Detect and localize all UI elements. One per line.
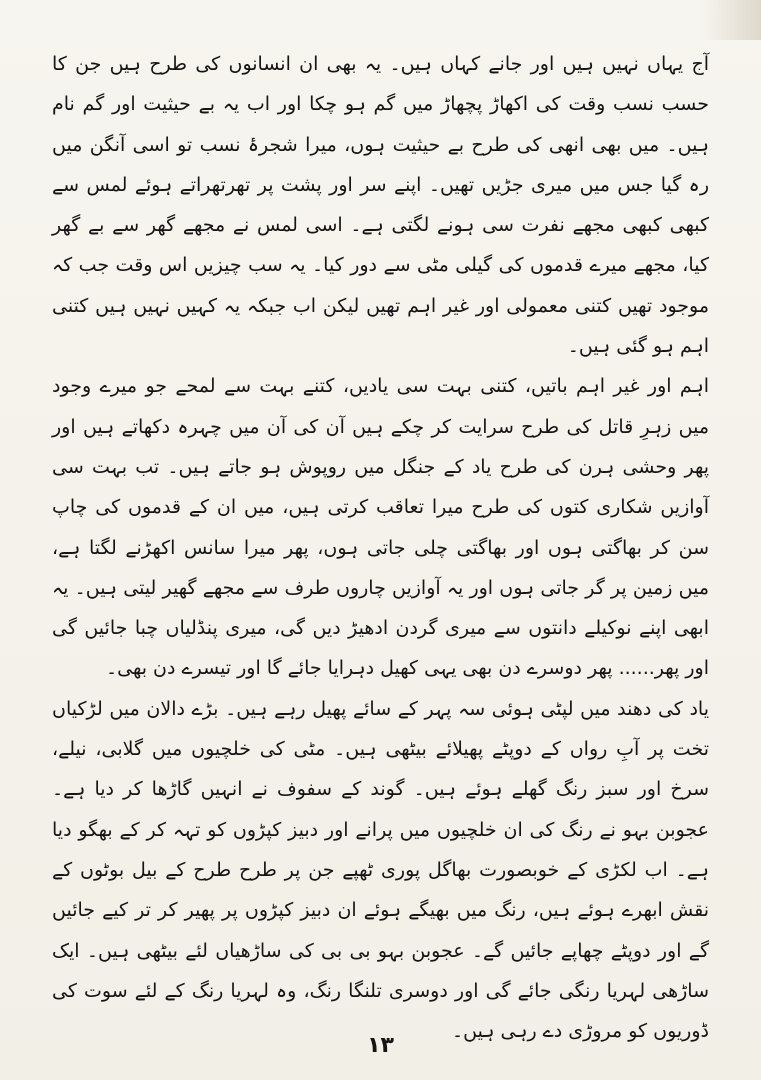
paragraph-3: یاد کی دھند میں لپٹی ہوئی سہ پہر کے سائے پھیل رہے ہیں۔ بڑے دالان میں لڑکیاں تخت پر آبِ رواں کے دوپٹے پھیلائے بیٹھی ہیں۔ مٹی کی خلچیوں میں گلابی، نیلے، سرخ اور سبز رنگ گھلے ہوئے ہیں۔ گوند کے سفوف نے انہیں گاڑھا کر دیا ہے۔ عجوبن بہو نے رنگ کی ان خلچیوں میں پرانے اور دبیز کپڑوں کو تہہ کر کے بھگو دیا ہے۔ اب لکڑی کے خوبصورت بھاگل پوری ٹھپے جن پر طرح طرح کے بیل بوٹوں کے نقش ابھرے ہوئے ہیں، رنگ میں بھیگے ہوئے ان دبیز کپڑوں پر پھیر کر تر کیے جائیں گے اور دوپٹے چھاپے جائیں گے۔ عجوبن بہو بی بی کی ساڑھیاں لئے بیٹھی ہیں۔ ایک ساڑھی لہریا رنگی جائے گی اور دوسری تلنگا رنگ، وہ لہریا رنگ کے لئے سوت کی ڈوریوں کو مروڑی دے رہی ہیں۔ <box>52 697 709 1043</box>
paragraph-1: آج یہاں نہیں ہیں اور جانے کہاں ہیں۔ یہ بھی ان انسانوں کی طرح ہیں جن کا حسب نسب وقت کی اکھاڑ پچھاڑ میں گم ہو چکا اور اب یہ بے حیثیت اور گم نام ہیں۔ میں بھی انھی کی طرح بے حیثیت ہوں، میرا شجرۂ نسب تو اسی آنگن میں رہ گیا جس میں میری جڑیں تھیں۔ اپنے سر اور پشت پر تھرتھراتے ہوئے لمس سے کبھی کبھی مجھے نفرت سی ہونے لگتی ہے۔ اسی لمس نے مجھے گھر سے بے گھر کیا، مجھے میرے قدموں کی گیلی مٹی سے دور کیا۔ یہ سب چیزیں اس وقت جب کہ موجود تھیں کتنی معمولی اور غیر اہم تھیں لیکن اب جبکہ یہ کہیں نہیں ہیں کتنی اہم ہو گئی ہیں۔ <box>52 53 709 358</box>
body-text <box>52 44 709 1051</box>
page-number: ۱۳ <box>367 1033 394 1058</box>
scan-shadow <box>701 0 761 40</box>
paragraph-2: اہم اور غیر اہم باتیں، کتنی بہت سی یادیں، کتنے بہت سے لمحے جو میرے وجود میں زہرِ قاتل کی طرح سرایت کر چکے ہیں آن کی آن میں چہرہ دکھاتے ہیں اور پھر وحشی ہرن کی طرح یاد کے جنگل میں روپوش ہو جاتے ہیں۔ تب بہت سی آوازیں شکاری کتوں کی طرح میرا تعاقب کرتی ہیں، میں ان کے قدموں کی چاپ سن کر بھاگتی ہوں اور بھاگتی چلی جاتی ہوں، پھر میرا سانس اکھڑنے لگتا ہے، میں زمین پر گر جاتی ہوں اور یہ آوازیں چاروں طرف سے مجھے گھیر لیتی ہیں۔ یہ ابھی اپنے نوکیلے دانتوں سے میری گردن ادھیڑ دیں گی، میری پنڈلیاں چبا جائیں گی اور پھر...... پھر دوسرے دن بھی یہی کھیل دہرایا جائے گا اور تیسرے دن بھی۔ <box>52 375 709 680</box>
